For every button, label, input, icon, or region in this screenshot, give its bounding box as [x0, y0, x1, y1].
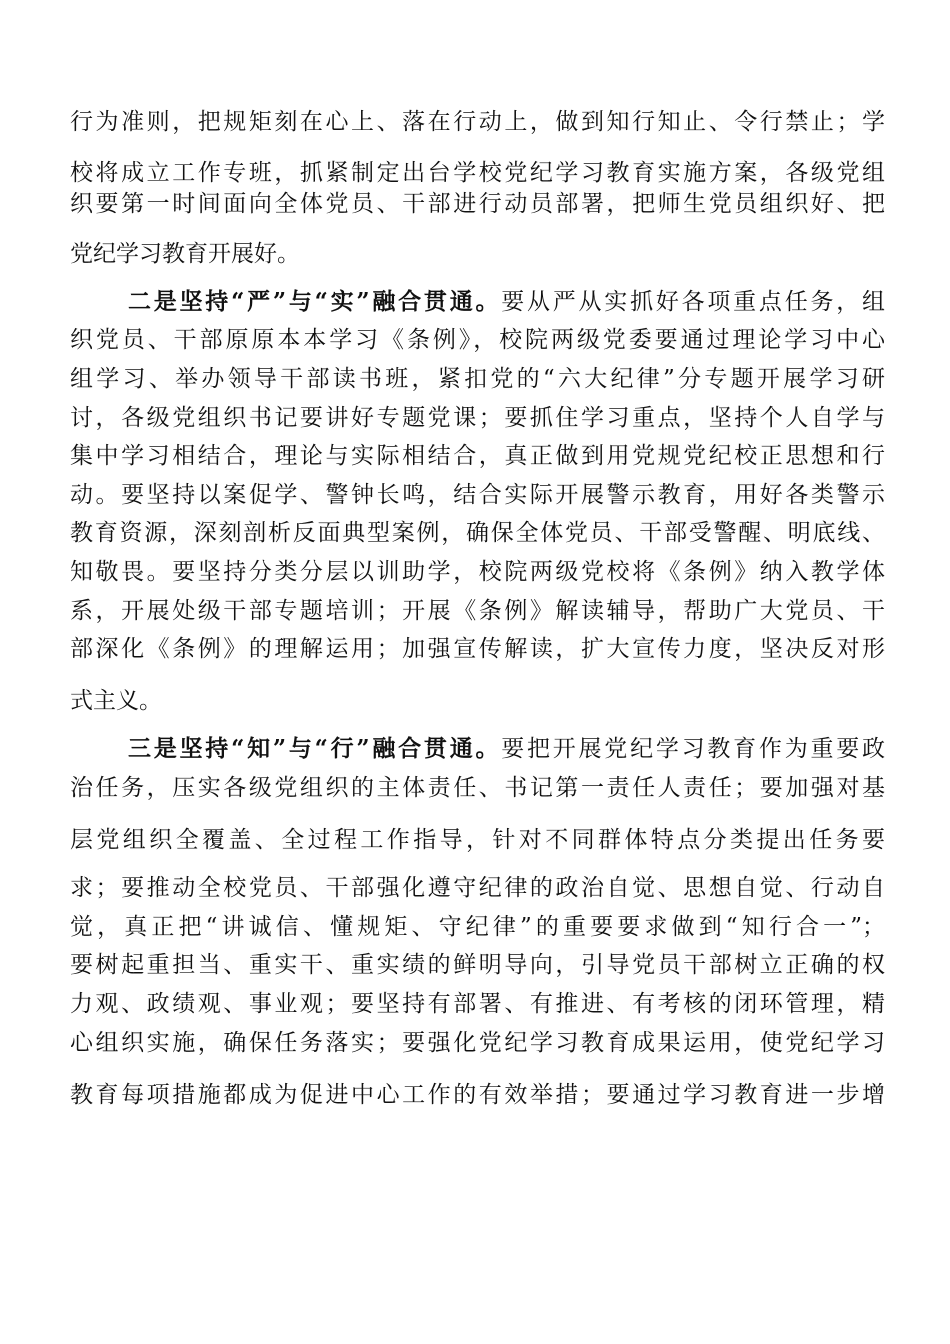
paragraph-line: 要树起重担当、重实干、重实绩的鲜明导向，引导党员干部树立正确的权	[70, 952, 885, 978]
paragraph-text: 要把开展党纪学习教育作为重要政	[501, 736, 885, 762]
paragraph-line: 式主义。	[70, 688, 162, 714]
paragraph-line: 校将成立工作专班，抓紧制定出台学校党纪学习教育实施方案，各级党组	[70, 160, 885, 186]
paragraph-line: 织党员、干部原原本本学习《条例》，校院两级党委要通过理论学习中心	[70, 327, 885, 353]
paragraph-line: 讨，各级党组织书记要讲好专题党课；要抓住学习重点，坚持个人自学与	[70, 405, 885, 431]
paragraph-line: 部深化《条例》的理解运用；加强宣传解读，扩大宣传力度，坚决反对形	[70, 636, 885, 662]
paragraph-first-line	[128, 734, 885, 764]
paragraph-line: 教育资源，深刻剖析反面典型案例，确保全体党员、干部受警醒、明底线、	[70, 520, 885, 546]
paragraph-line: 层党组织全覆盖、全过程工作指导，针对不同群体特点分类提出任务要	[70, 827, 885, 853]
paragraph-line: 组学习、举办领导干部读书班，紧扣党的“六大纪律”分专题开展学习研	[70, 366, 885, 392]
paragraph-line: 求；要推动全校党员、干部强化遵守纪律的政治自觉、思想自觉、行动自	[70, 875, 885, 901]
paragraph-line: 教育每项措施都成为促进中心工作的有效举措；要通过学习教育进一步增	[70, 1082, 885, 1108]
paragraph-line: 集中学习相结合，理论与实际相结合，真正做到用党规党纪校正思想和行	[70, 443, 885, 469]
paragraph-line: 系，开展处级干部专题培训；开展《条例》解读辅导，帮助广大党员、干	[70, 598, 885, 624]
paragraph-line: 力观、政绩观、事业观；要坚持有部署、有推进、有考核的闭环管理，精	[70, 991, 885, 1017]
paragraph-first-line	[128, 287, 885, 317]
paragraph-line: 行为准则，把规矩刻在心上、落在行动上，做到知行知止、令行禁止；学	[70, 109, 885, 135]
paragraph-line: 治任务，压实各级党组织的主体责任、书记第一责任人责任；要加强对基	[70, 775, 885, 801]
section-heading: 三是坚持“知”与“行”融合贯通。	[128, 735, 502, 762]
paragraph-line: 知敬畏。要坚持分类分层以训助学，校院两级党校将《条例》纳入教学体	[70, 559, 885, 585]
paragraph-line: 心组织实施，确保任务落实；要强化党纪学习教育成果运用，使党纪学习	[70, 1030, 885, 1056]
paragraph-line: 动。要坚持以案促学、警钟长鸣，结合实际开展警示教育，用好各类警示	[70, 482, 885, 508]
paragraph-line: 党纪学习教育开展好。	[70, 241, 300, 267]
section-heading: 二是坚持“严”与“实”融合贯通。	[128, 288, 502, 315]
paragraph-line: 织要第一时间面向全体党员、干部进行动员部署，把师生党员组织好、把	[70, 191, 885, 217]
paragraph-text: 要从严从实抓好各项重点任务，组	[501, 289, 885, 315]
paragraph-line: 觉，真正把“讲诚信、懂规矩、守纪律”的重要要求做到“知行合一”；	[70, 914, 885, 940]
